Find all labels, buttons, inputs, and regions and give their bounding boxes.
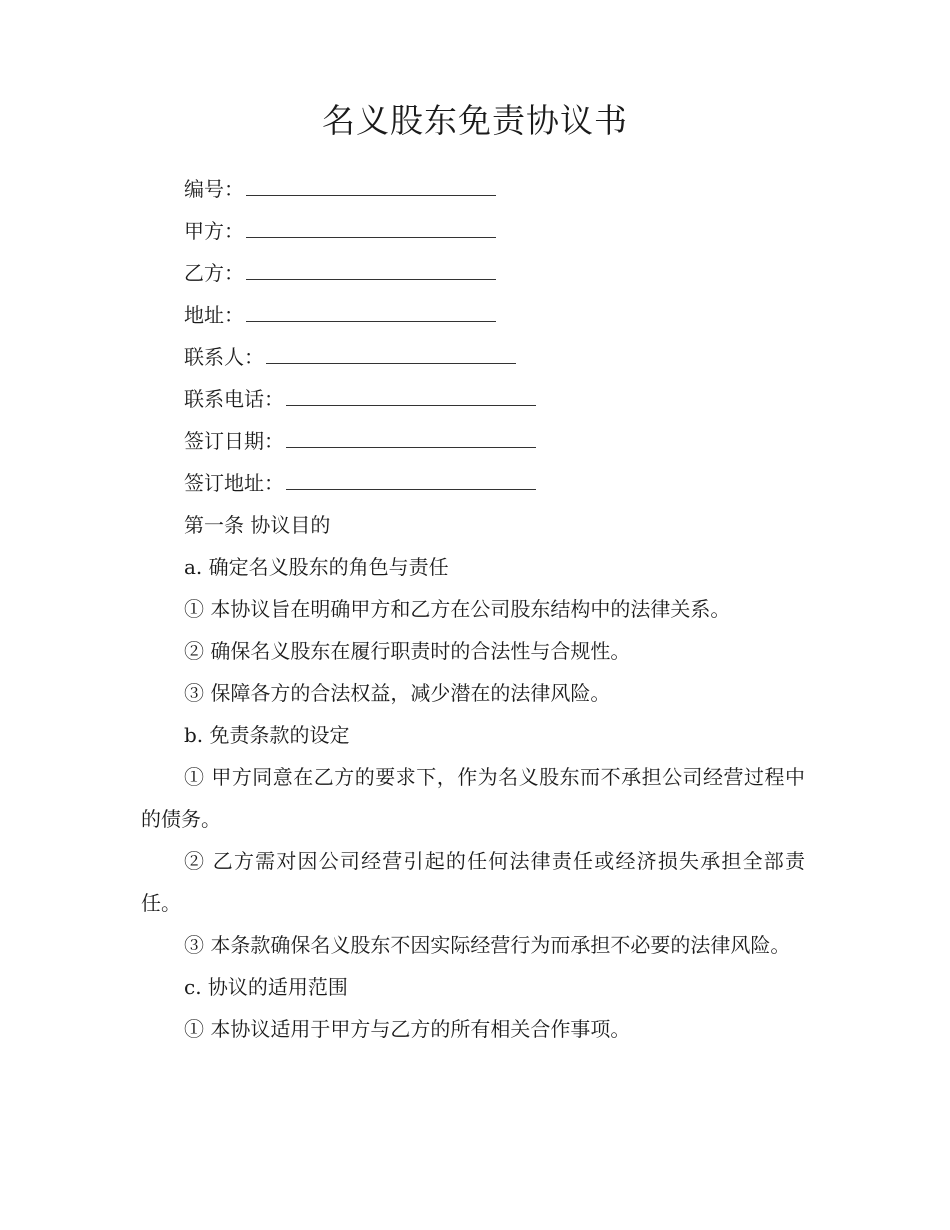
field-label: 地址： — [184, 303, 244, 327]
field-blank-line — [246, 253, 496, 280]
field-address — [141, 294, 805, 336]
list-item: ① 甲方同意在乙方的要求下，作为名义股东而不承担公司经营过程中的债务。 — [141, 765, 805, 831]
field-blank-line — [286, 463, 536, 490]
list-item: ① 本协议适用于甲方与乙方的所有相关合作事项。 — [184, 1017, 631, 1041]
document-title: 名义股东免责协议书 — [322, 101, 628, 140]
field-blank-line — [266, 337, 516, 364]
field-label: 签订日期： — [184, 429, 284, 453]
section-heading: b. 免责条款的设定 — [184, 723, 350, 747]
list-item: ③ 保障各方的合法权益，减少潜在的法律风险。 — [184, 681, 611, 705]
field-number — [141, 168, 805, 210]
field-label: 编号： — [184, 177, 244, 201]
list-item: ① 本协议旨在明确甲方和乙方在公司股东结构中的法律关系。 — [184, 597, 731, 621]
section-heading: c. 协议的适用范围 — [184, 975, 348, 999]
field-blank-line — [246, 169, 496, 196]
document-body — [141, 168, 805, 1050]
article-heading: 第一条 协议目的 — [184, 513, 331, 537]
field-contact-phone — [141, 378, 805, 420]
list-item: ③ 本条款确保名义股东不因实际经营行为而承担不必要的法律风险。 — [184, 933, 791, 957]
field-blank-line — [286, 421, 536, 448]
field-label: 乙方： — [184, 261, 244, 285]
field-label: 甲方： — [184, 219, 244, 243]
field-blank-line — [286, 379, 536, 406]
list-item: ② 乙方需对因公司经营引起的任何法律责任或经济损失承担全部责任。 — [141, 849, 805, 915]
field-party-b — [141, 252, 805, 294]
field-label: 联系电话： — [184, 387, 284, 411]
field-signing-date — [141, 420, 805, 462]
list-item: ② 确保名义股东在履行职责时的合法性与合规性。 — [184, 639, 631, 663]
field-party-a — [141, 210, 805, 252]
field-blank-line — [246, 211, 496, 238]
field-contact-person — [141, 336, 805, 378]
field-signing-place — [141, 462, 805, 504]
section-heading: a. 确定名义股东的角色与责任 — [184, 555, 449, 579]
field-blank-line — [246, 295, 496, 322]
field-label: 联系人： — [184, 345, 264, 369]
field-label: 签订地址： — [184, 471, 284, 495]
